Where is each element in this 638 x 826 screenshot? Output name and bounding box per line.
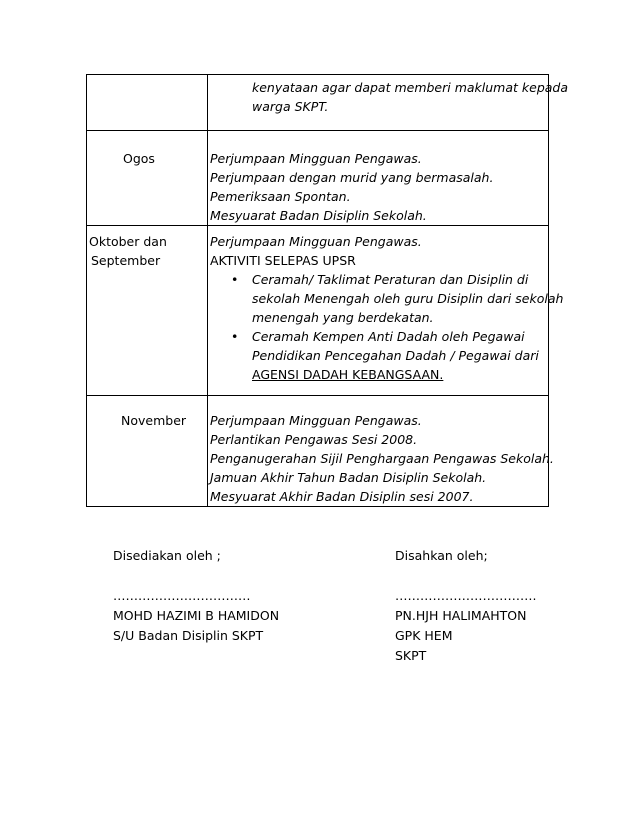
prepared-by-block xyxy=(113,546,279,646)
month-label: November xyxy=(121,413,187,428)
activity-line: Perjumpaan Mingguan Pengawas. xyxy=(210,151,422,166)
bullet-item xyxy=(210,327,548,384)
activity-line: Jamuan Akhir Tahun Badan Disiplin Sekolah. xyxy=(210,470,487,485)
approver-organization: SKPT xyxy=(395,648,427,663)
bullet-line: AGENSI DADAH KEBANGSAAN. xyxy=(252,367,444,382)
bullet-icon: • xyxy=(231,329,239,344)
bullet-line: Ceramah Kempen Anti Dadah oleh Pegawai xyxy=(252,329,525,344)
preparer-title: S/U Badan Disiplin SKPT xyxy=(113,628,264,643)
signature-line: ……………………………. xyxy=(395,588,537,603)
activity-line: Perjumpaan dengan murid yang bermasalah. xyxy=(210,170,494,185)
activity-line: Perjumpaan Mingguan Pengawas. xyxy=(210,234,422,249)
prepared-by-label: Disediakan oleh ; xyxy=(113,548,221,563)
activity-line: Perlantikan Pengawas Sesi 2008. xyxy=(210,432,418,447)
activity-line: kenyataan agar dapat memberi maklumat kepada xyxy=(252,80,569,95)
month-cell xyxy=(87,131,208,226)
activity-cell xyxy=(208,396,554,507)
approver-title: GPK HEM xyxy=(395,628,453,643)
activity-cell xyxy=(208,131,549,226)
bullet-line: Ceramah/ Taklimat Peraturan dan Disiplin di xyxy=(252,272,529,287)
activity-line: Mesyuarat Badan Disiplin Sekolah. xyxy=(210,208,427,223)
signature-line: …………………………… xyxy=(113,588,251,603)
approver-name: PN.HJH HALIMAHTON xyxy=(395,608,527,623)
schedule-row xyxy=(87,75,549,131)
activity-bullet-list xyxy=(210,270,564,384)
schedule-row xyxy=(87,131,549,226)
month-label: Ogos xyxy=(123,151,155,166)
bullet-line: menengah yang berdekatan. xyxy=(252,310,434,325)
activity-schedule-table xyxy=(86,74,569,507)
activity-line: warga SKPT. xyxy=(252,99,329,114)
bullet-line: Pendidikan Pencegahan Dadah / Pegawai dari xyxy=(252,348,539,363)
activity-line: Mesyuarat Akhir Badan Disiplin sesi 2007. xyxy=(210,489,474,504)
schedule-row xyxy=(87,226,549,396)
bullet-line: sekolah Menengah oleh guru Disiplin dari sekolah xyxy=(252,291,564,306)
month-cell xyxy=(87,396,208,507)
activity-line: Pemeriksaan Spontan. xyxy=(210,189,351,204)
activity-cell xyxy=(208,226,564,396)
bullet-icon: • xyxy=(231,272,239,287)
schedule-row xyxy=(87,396,549,507)
bullet-item xyxy=(210,270,564,327)
month-cell xyxy=(87,226,208,396)
month-cell xyxy=(87,75,208,131)
activity-heading: AKTIVITI SELEPAS UPSR xyxy=(210,253,356,268)
activity-cell xyxy=(208,75,569,131)
month-label: September xyxy=(91,253,161,268)
month-label: Oktober dan xyxy=(89,234,167,249)
preparer-name: MOHD HAZIMI B HAMIDON xyxy=(113,608,280,623)
approved-by-block xyxy=(395,546,536,666)
activity-line: Penganugerahan Sijil Penghargaan Pengawas Sekolah. xyxy=(210,451,554,466)
approved-by-label: Disahkan oleh; xyxy=(395,548,488,563)
activity-line: Perjumpaan Mingguan Pengawas. xyxy=(210,413,422,428)
